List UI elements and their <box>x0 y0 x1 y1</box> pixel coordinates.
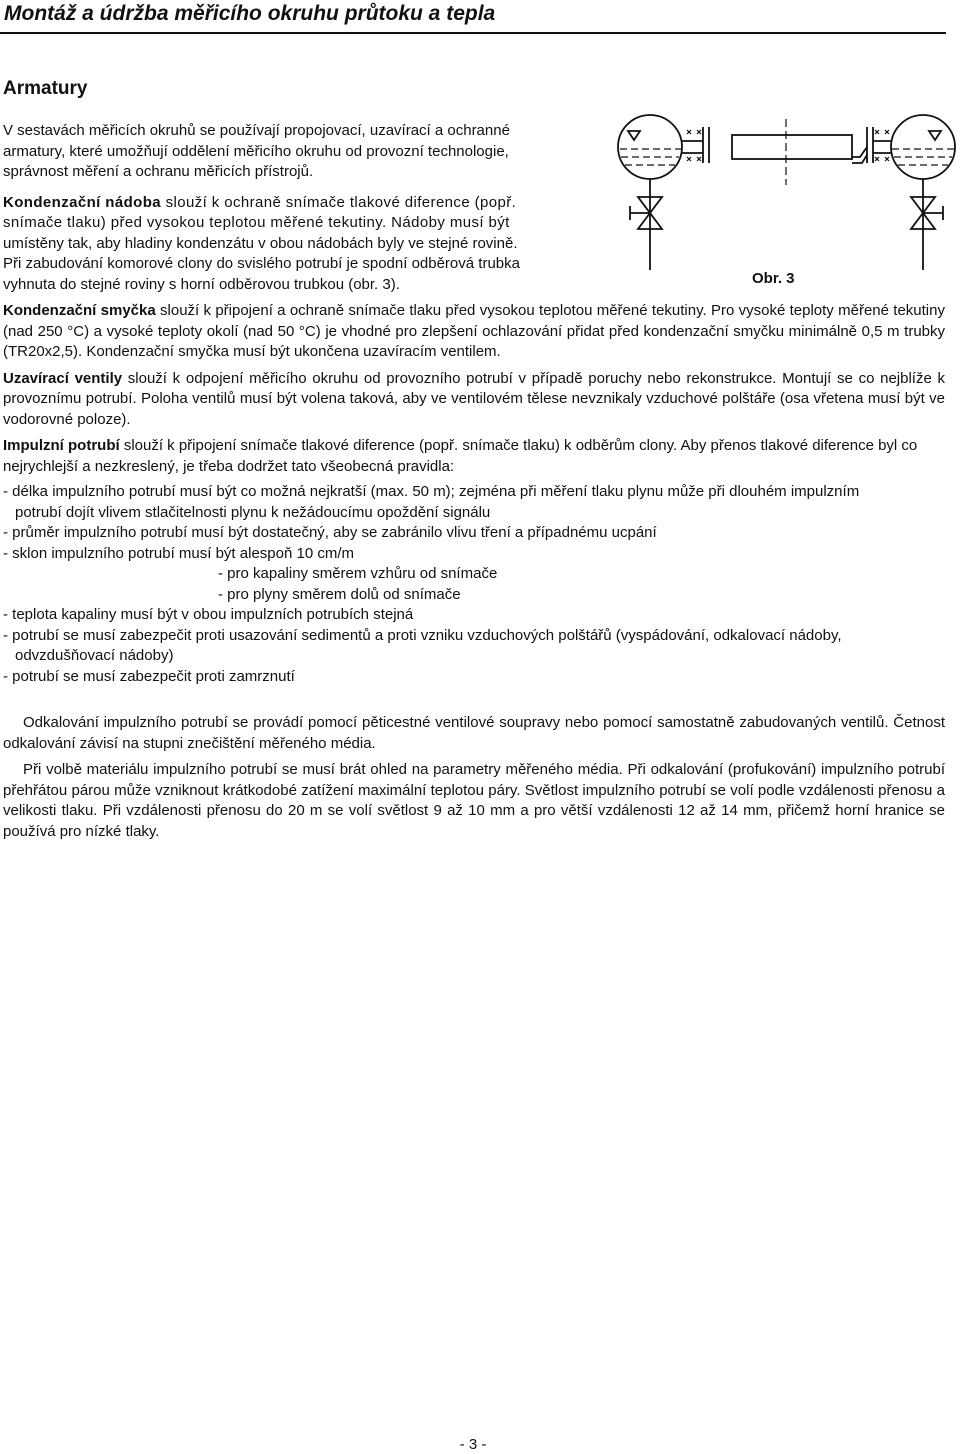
page-header-title: Montáž a údržba měřicího okruhu průtoku a tepla <box>4 2 496 25</box>
impulzni-potrubi-term: Impulzní potrubí <box>3 437 120 454</box>
right-vessel-icon <box>891 115 955 179</box>
intro-line-2: armatury, které umožňují oddělení měřicího okruhu od provozní technologie, <box>3 142 509 160</box>
kondenzacni-nadoba-term: Kondenzační nádoba <box>3 193 162 211</box>
figure-condensation-vessels <box>605 105 960 295</box>
uzaviraci-ventily-text: slouží k odpojení měřicího okruhu od provozního potrubí v případě poruchy nebo rekonstrukce. Montují se co nejblíže k provoznímu potrubí. Poloha ventilů musí být volena taková, aby ve ventilovém tělese nevznikaly vzduchové polštáře (osa vřetena musí být ve vodorovné poloze). <box>3 369 945 428</box>
condensation-vessels-diagram <box>605 105 960 295</box>
rule-sediments: - potrubí se musí zabezpečit proti usazování sedimentů a proti vzniku vzduchových polštářů (vyspádování, odkalovací nádoby, <box>3 626 842 644</box>
paragraph-odkalovani: Odkalování impulzního potrubí se provádí pomocí pěticestné ventilové soupravy nebo pomocí samostatně zabudovaných ventilů. Četnost odkalování závisí na stupni znečištění měřeného média. <box>3 714 945 752</box>
paragraph-volba-materialu: Při volbě materiálu impulzního potrubí se musí brát ohled na parametry měřeného média. Při odkalování (profukování) impulzního potrubí přehřátou párou může vzniknout krátkodobé zatížení maximální teplotou páry. Světlost impulzního potrubí se volí podle vzdálenosti přenosu a velikosti tlaku. Při vzdálenosti přenosu do 20 m se volí světlost 9 až 10 mm a pro větší vzdálenosti 12 až 14 mm, přičemž horní hranice se používá pro nízké tlaky. <box>3 761 945 840</box>
intro-text-block <box>3 121 603 295</box>
paragraph-uzaviraci-ventily <box>3 369 945 431</box>
rule-diameter: - průměr impulzního potrubí musí být dostatečný, aby se zabránilo vlivu tření a případnému ucpání <box>3 524 657 541</box>
rule-slope-liquids: - pro kapaliny směrem vzhůru od snímače <box>218 565 498 582</box>
rule-length-cont: potrubí dojít vlivem stlačitelnosti plynu k nežádoucímu opoždění signálu <box>15 503 491 521</box>
kondenzacni-nadoba-text-1: slouží k ochraně snímače tlakové diference (popř. <box>161 193 517 211</box>
kondenzacni-smycka-text: slouží k připojení a ochraně snímače tlaku před vysokou teplotou měřené tekutiny. Pro vysoké teploty měřené tekutiny (nad 250 °C) a vysoké teploty okolí (nad 50 °C) je vhodné pro zlepšení ochlazování přidat před kondenzační smyčku minimálně 0,5 m trubky (TR20x2,5). Kondenzační smyčka musí být ukončena uzavíracím ventilem. <box>3 302 945 360</box>
kondenzacni-nadoba-line-5: vyhnuta do stejné roviny s horní odběrovou trubkou (obr. 3). <box>3 275 400 293</box>
intro-line-3: správnost měření a ochranu měřicích přístrojů. <box>3 163 314 180</box>
rule-temperature: - teplota kapaliny musí být v obou impulzních potrubích stejná <box>3 606 414 623</box>
intro-line-1: V sestavách měřicích okruhů se používají propojovací, uzavírací a ochranné <box>3 122 510 139</box>
rule-freezing: - potrubí se musí zabezpečit proti zamrznutí <box>3 667 295 685</box>
left-vessel-icon <box>618 115 682 179</box>
rule-slope: - sklon impulzního potrubí musí být alespoň 10 cm/m <box>3 544 354 562</box>
main-text-block <box>3 301 945 842</box>
paragraph-impulzni-potrubi <box>3 436 945 477</box>
rule-sediments-cont: odvzdušňovací nádoby) <box>15 647 174 664</box>
kondenzacni-nadoba-line-2: snímače tlaku) před vysokou teplotou měřené tekutiny. Nádoby musí být <box>3 214 510 231</box>
kondenzacni-smycka-term: Kondenzační smyčka <box>3 302 156 319</box>
pipe-section <box>732 135 852 159</box>
figure-caption: Obr. 3 <box>752 270 795 287</box>
page-number: - 3 - <box>459 1436 487 1453</box>
paragraph-kondenzacni-smycka <box>3 301 945 363</box>
section-heading: Armatury <box>3 78 88 99</box>
kondenzacni-nadoba-line-4: Při zabudování komorové clony do svislého potrubí je spodní odběrová trubka <box>3 255 520 272</box>
rule-length: - délka impulzního potrubí musí být co možná nejkratší (max. 50 m); zejména při měření tlaku plynu může při dlouhém impulzním <box>3 483 860 500</box>
kondenzacni-nadoba-line-1 <box>3 193 603 214</box>
kondenzacni-nadoba-line-3: umístěny tak, aby hladiny kondenzátu v obou nádobách byly ve stejné rovině. <box>3 234 518 252</box>
header-rule <box>0 32 946 34</box>
uzaviraci-ventily-term: Uzavírací ventily <box>3 369 123 387</box>
impulzni-potrubi-text: slouží k připojení snímače tlakové diference (popř. snímače tlaku) k odběrům clony. Aby přenos tlakové diference byl co nejrychlejší a nezkreslený, je třeba dodržet tato všeobecná pravidla: <box>3 437 918 475</box>
rule-slope-gases: - pro plyny směrem dolů od snímače <box>218 585 461 603</box>
